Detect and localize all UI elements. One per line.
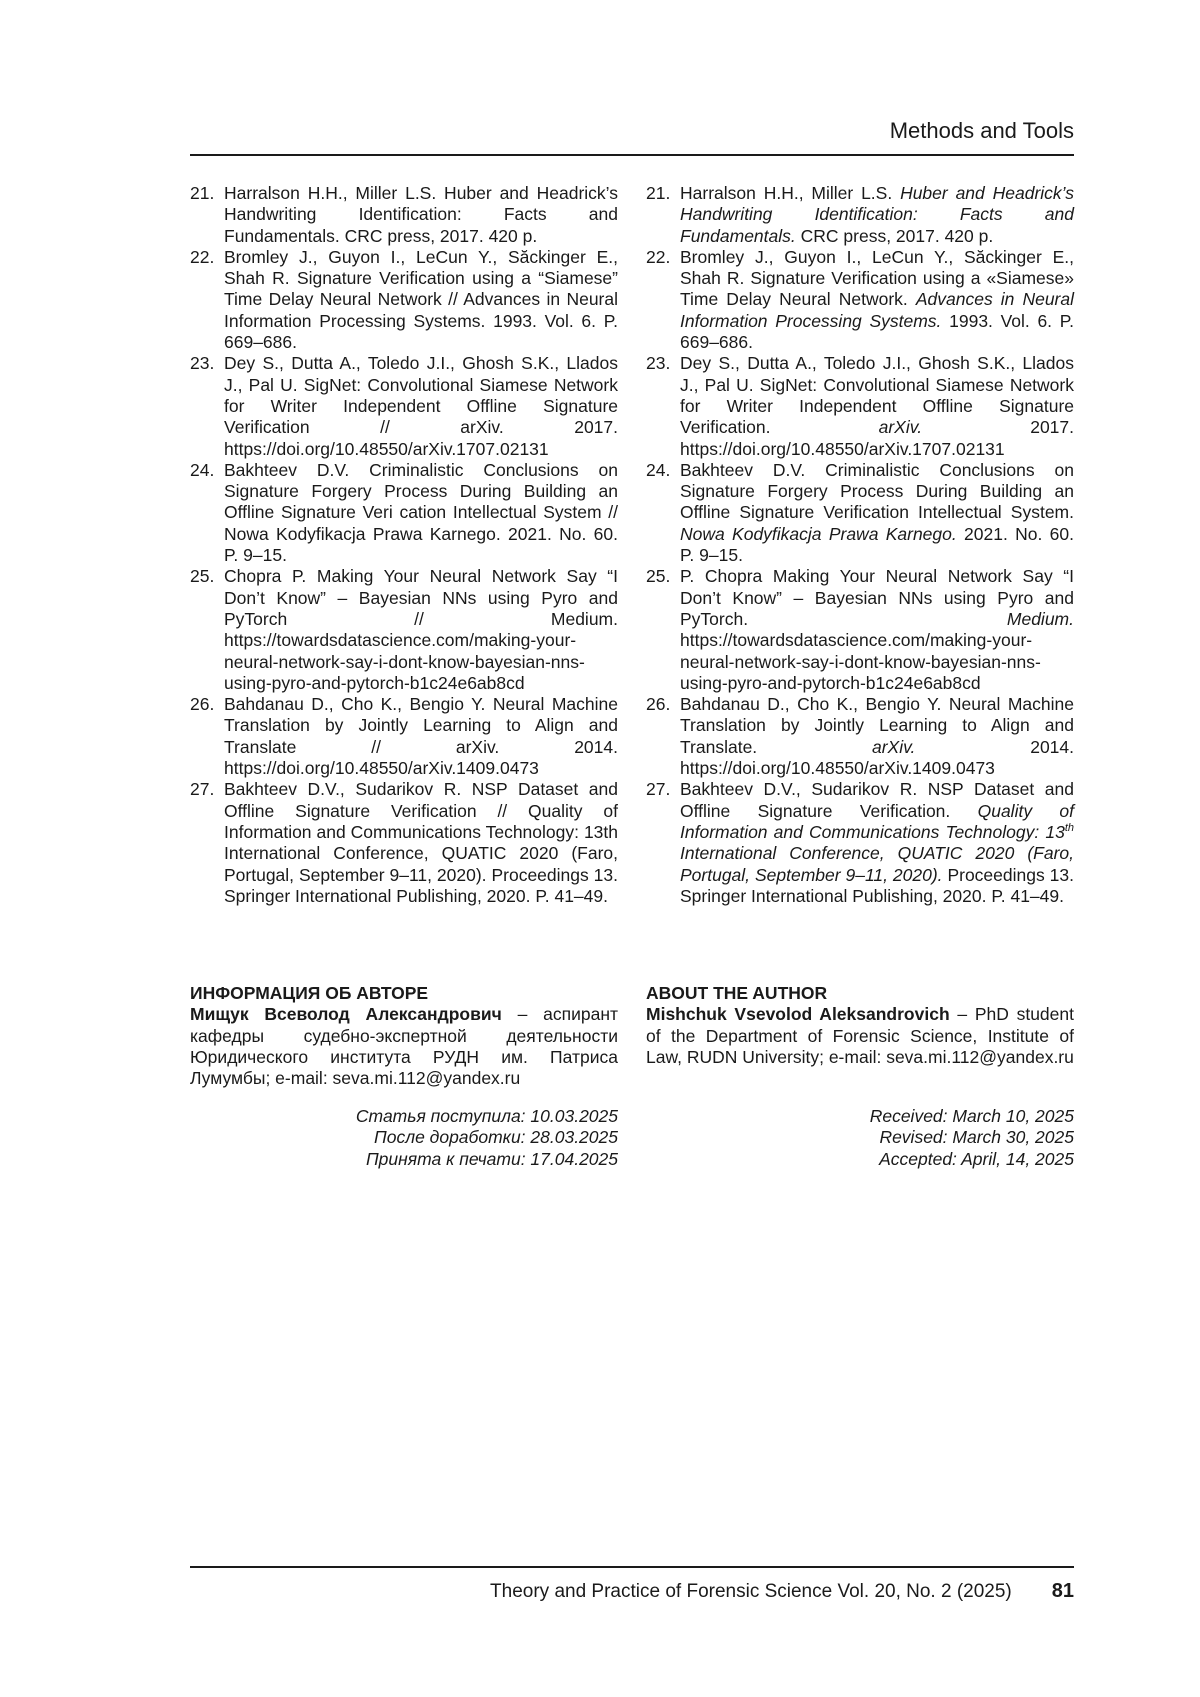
- reference-text: Chopra P. Making Your Neural Network Say “I Don’t Know” – Bayesian NNs using Pyro and PyTorch // Medium. https://towardsdatascience.com/making-your-neural-network-say-i-dont-know-bayesian-nns-using-pyro-and-pytorch-b1c24e6ab8cd: [224, 566, 618, 693]
- article-dates-en: [646, 1106, 1074, 1170]
- reference-number: 24.: [190, 459, 215, 480]
- author-name: Mishchuk Vsevolod Aleksandrovich: [646, 1004, 950, 1025]
- author-description: – PhD student of the Department of Forensic Science, Institute of Law, RUDN University; e-mail: seva.mi.112@yandex.ru: [646, 1004, 1074, 1067]
- author-bio: [190, 1004, 618, 1089]
- reference-list-en: [646, 183, 1074, 907]
- reference-source: arXiv.: [871, 736, 916, 757]
- author-info-ru: [190, 983, 618, 1089]
- author-bio: [646, 1004, 1074, 1068]
- reference-source: Quality of Information and Communications Technology: 13: [680, 800, 1074, 842]
- reference-item: [190, 353, 618, 459]
- reference-details: 2014. https://doi.org/10.48550/arXiv.1409.0473: [680, 736, 1074, 779]
- reference-item: [646, 566, 1074, 694]
- reference-item: [646, 694, 1074, 779]
- reference-number: 26.: [646, 694, 671, 715]
- reference-text: Bakhteev D.V. Criminalistic Conclusions on Signature Forgery Process During Building an Offline Signature Verification Intellectual System.: [680, 459, 1074, 523]
- references-right-column: [646, 183, 1074, 907]
- date-revised: После доработки: 28.03.2025: [374, 1127, 618, 1148]
- reference-text: Bahdanau D., Cho K., Bengio Y. Neural Machine Translation by Jointly Learning to Align and Translate // arXiv. 2014. https://doi.org/10.48550/arXiv.1409.0473: [224, 694, 618, 779]
- date-received: Received: March 10, 2025: [869, 1106, 1074, 1126]
- author-heading: ИНФОРМАЦИЯ ОБ АВТОРЕ: [190, 983, 429, 1003]
- reference-number: 25.: [646, 566, 671, 587]
- reference-text: Bahdanau D., Cho K., Bengio Y. Neural Machine Translation by Jointly Learning to Align and Translate.: [680, 694, 1074, 757]
- reference-text: Bakhteev D.V. Criminalistic Conclusions on Signature Forgery Process During Building an Offline Signature Veri cation Intellectual System // Nowa Kodyfikacja Prawa Karnego. 2021. No. 60. P. 9–15.: [224, 459, 618, 566]
- reference-number: 24.: [646, 459, 671, 480]
- reference-number: 25.: [190, 566, 215, 587]
- reference-item: [190, 779, 618, 907]
- reference-item: [190, 183, 618, 247]
- reference-text: Dey S., Dutta A., Toledo J.I., Ghosh S.K., Llados J., Pal U. SigNet: Convolutional Siamese Network for Writer Independent Offline Signature Verification // arXiv. 2017. https://doi.org/10.48550/arXiv.1707.02131: [224, 353, 618, 459]
- reference-item: [646, 460, 1074, 566]
- date-accepted: Accepted: April, 14, 2025: [879, 1148, 1074, 1169]
- reference-source: Nowa Kodyfikacja Prawa Karnego.: [680, 523, 957, 544]
- reference-number: 22.: [190, 246, 215, 267]
- reference-item: [190, 460, 618, 566]
- reference-number: 27.: [190, 779, 215, 800]
- journal-citation: Theory and Practice of Forensic Science Vol. 20, No. 2 (2025): [490, 1581, 1012, 1602]
- page-footer: [190, 1580, 1074, 1603]
- reference-number: 21.: [646, 183, 671, 203]
- reference-details: Proceedings 13. Springer International Publishing, 2020. P. 41–49.: [680, 864, 1074, 906]
- author-description: – аспирант кафедры судебно-экспертной деятельности Юридического института РУДН им. Патриса Лумумбы; e-mail: seva.mi.112@yandex.ru: [190, 1004, 618, 1089]
- reference-source: Medium.: [1006, 608, 1074, 629]
- reference-number: 21.: [190, 183, 215, 203]
- reference-source: Advances in Neural Information Processing Systems.: [680, 289, 1074, 331]
- reference-number: 23.: [190, 353, 215, 374]
- author-heading: ABOUT THE AUTHOR: [646, 983, 828, 1003]
- footer-rule: [190, 1566, 1074, 1568]
- author-name: Мищук Всеволод Александрович: [190, 1004, 502, 1025]
- reference-details: CRC press, 2017. 420 p.: [795, 225, 994, 246]
- header-rule: [190, 154, 1074, 156]
- reference-text: Bakhteev D.V., Sudarikov R. NSP Dataset and Offline Signature Verification // Quality of Information and Communications Technology: 13th International Conference, QUATIC 2020 (Faro, Portugal, September 9–11, 2020). Proceedings 13. Springer International Publishing, 2020. P. 41–49.: [224, 779, 618, 906]
- reference-number: 27.: [646, 779, 671, 800]
- references-left-column: [190, 183, 618, 907]
- reference-text: Harralson H.H., Miller L.S. Huber and Headrick’s Handwriting Identification: Facts and Fundamentals. CRC press, 2017. 420 p.: [224, 183, 618, 246]
- reference-text: Bromley J., Guyon I., LeCun Y., Săckinger E., Shah R. Signature Verification using a “Siamese” Time Delay Neural Network // Advances in Neural Information Processing Systems. 1993. Vol. 6. P. 669–686.: [224, 246, 618, 353]
- reference-item: [646, 779, 1074, 907]
- reference-details: 2017. https://doi.org/10.48550/arXiv.1707.02131: [680, 417, 1075, 459]
- reference-item: [190, 694, 618, 779]
- reference-details: 1993. Vol. 6. P. 669–686.: [680, 310, 1075, 353]
- reference-item: [646, 247, 1074, 353]
- reference-details: https://towardsdatascience.com/making-your-neural-network-say-i-dont-know-bayesian-nns-using-pyro-and-pytorch-b1c24e6ab8cd: [680, 630, 1041, 693]
- reference-number: 22.: [646, 246, 671, 267]
- reference-source: arXiv.: [878, 417, 923, 438]
- reference-number: 23.: [646, 353, 671, 374]
- reference-text: Bakhteev D.V., Sudarikov R. NSP Dataset and Offline Signature Verification.: [680, 779, 1074, 821]
- reference-text: P. Chopra Making Your Neural Network Say “I Don’t Know” – Bayesian NNs using Pyro and PyTorch.: [680, 566, 1074, 629]
- article-dates-ru: [190, 1106, 618, 1170]
- date-accepted: Принята к печати: 17.04.2025: [365, 1148, 618, 1169]
- reference-text: Harralson H.H., Miller L.S.: [680, 183, 901, 203]
- reference-list-ru: [190, 183, 618, 907]
- reference-number: 26.: [190, 694, 215, 715]
- reference-item: [190, 566, 618, 694]
- reference-source-cont: International Conference, QUATIC 2020 (Faro, Portugal, September 9–11, 2020).: [680, 843, 1074, 885]
- reference-source: Huber and Headrick’s Handwriting Identification: Facts and Fundamentals.: [680, 183, 1074, 246]
- reference-text: Bromley J., Guyon I., LeCun Y., Săckinger E., Shah R. Signature Verification using a «Siamese» Time Delay Neural Network.: [680, 246, 1074, 310]
- reference-item: [646, 183, 1074, 247]
- page-number: 81: [1051, 1580, 1074, 1602]
- date-received: Статья поступила: 10.03.2025: [355, 1106, 618, 1126]
- running-header: Methods and Tools: [889, 118, 1074, 143]
- author-info-en: [646, 983, 1074, 1068]
- date-revised: Revised: March 30, 2025: [879, 1127, 1074, 1148]
- ordinal-suffix: th: [1064, 822, 1074, 835]
- reference-text: Dey S., Dutta A., Toledo J.I., Ghosh S.K., Llados J., Pal U. SigNet: Convolutional Siamese Network for Writer Independent Offline Signature Verification.: [680, 353, 1074, 438]
- reference-details: 2021. No. 60. P. 9–15.: [680, 523, 1074, 566]
- reference-item: [190, 247, 618, 353]
- reference-item: [646, 353, 1074, 459]
